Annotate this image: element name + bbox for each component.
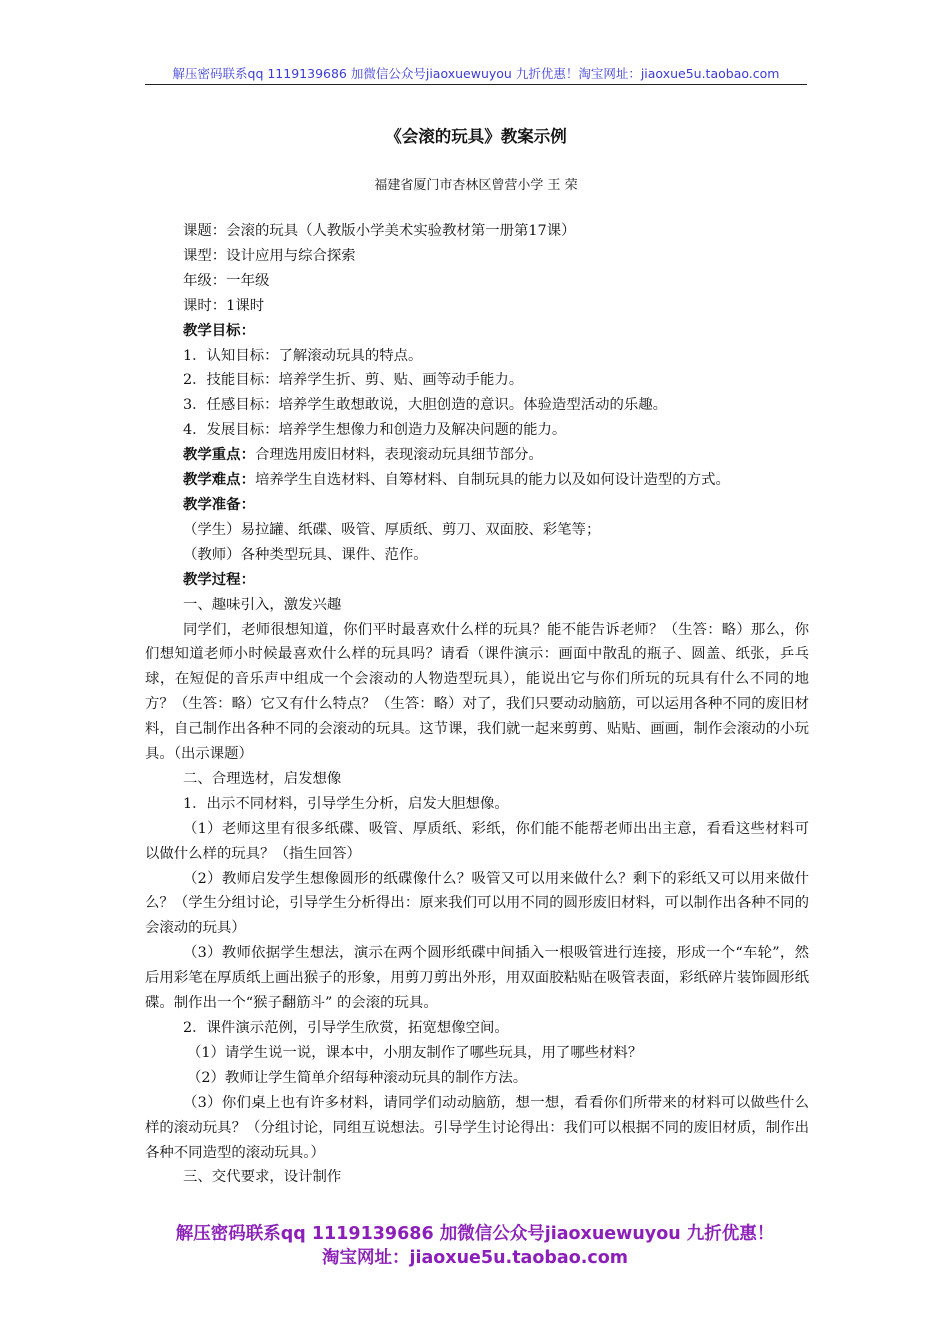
info-type: 课型：设计应用与综合探索 bbox=[183, 247, 356, 264]
prep-heading: 教学准备： bbox=[183, 496, 255, 513]
paragraph: （3）教师依据学生想法，演示在两个圆形纸碟中间插入一根吸管进行连接，形成一个“车轮”，然后用彩笔在厚质纸上画出猴子的形象，用剪刀剪出外形，用双面胶粘贴在吸管表面，彩纸碎片装饰圆形纸碟。制作出一个“猴子翻筋斗” 的会滚的玩具。 bbox=[145, 945, 809, 1012]
prep-item: （学生）易拉罐、纸碟、吸管、厚质纸、剪刀、双面胶、彩笔等； bbox=[183, 521, 601, 538]
key-point-text: 合理选用废旧材料，表现滚动玩具细节部分。 bbox=[254, 447, 543, 464]
paragraph: （2）教师启发学生想像圆形的纸碟像什么？吸管又可以用来做什么？剩下的彩纸又可以用来做什么？（学生分组讨论，引导学生分析得出：原来我们可以用不同的圆形废旧材料，可以制作出各种不同的会滚动的玩具） bbox=[145, 870, 809, 937]
list-item: （2）教师让学生简单介绍每种滚动玩具的制作方法。 bbox=[187, 1069, 528, 1086]
goal-item: 1．认知目标：了解滚动玩具的特点。 bbox=[183, 347, 423, 364]
goal-item: 4．发展目标：培养学生想像力和创造力及解决问题的能力。 bbox=[183, 422, 567, 439]
lesson-body bbox=[145, 219, 809, 1190]
paragraph: 同学们，老师很想知道，你们平时最喜欢什么样的玩具？能不能告诉老师？（生答：略）那么，你们想知道老师小时候最喜欢什么样的玩具吗？请看（课件演示：画面中散乱的瓶子、圆盖、纸张，乒乓球，在短促的音乐声中组成一个会滚动的人物造型玩具），能说出它与你们所玩的玩具有什么不同的地方？（生答：略）它又有什么特点？（生答：略）对了，我们只要动动脑筋，可以运用各种不同的废旧材料，自己制作出各种不同的会滚动的玩具。这节课，我们就一起来剪剪、贴贴、画画，制作会滚动的小玩具。（出示课题） bbox=[145, 621, 809, 763]
key-point-label: 教学重点： bbox=[183, 447, 255, 464]
info-topic: 课题：会滚的玩具（人教版小学美术实验教材第一册第17课） bbox=[183, 223, 576, 239]
document-title: 《会滚的玩具》教案示例 bbox=[385, 127, 567, 146]
header-divider bbox=[145, 84, 807, 85]
paragraph: （3）你们桌上也有许多材料，请同学们动动脑筋，想一想，看看你们所带来的材料可以做些什么样的滚动玩具？（分组讨论，同组互说想法。引导学生讨论得出：我们可以根据不同的废旧材质，制作出各种不同造型的滚动玩具。） bbox=[145, 1094, 809, 1161]
list-item: （1）请学生说一说，课本中，小朋友制作了哪些玩具，用了哪些材料？ bbox=[187, 1044, 643, 1061]
goal-item: 2．技能目标：培养学生折、剪、贴、画等动手能力。 bbox=[183, 372, 524, 389]
key-point bbox=[145, 443, 809, 468]
difficulty bbox=[145, 468, 809, 493]
author-line: 福建省厦门市杏林区曾营小学 王 荣 bbox=[374, 178, 578, 193]
difficulty-text: 培养学生自选材料、自筹材料、自制玩具的能力以及如何设计造型的方式。 bbox=[254, 472, 730, 489]
step-heading: 1．出示不同材料，引导学生分析，启发大胆想像。 bbox=[183, 795, 509, 812]
footer-line-2: 淘宝网址：jiaoxue5u.taobao.com bbox=[321, 1248, 629, 1268]
process-heading: 教学过程： bbox=[183, 571, 255, 588]
section-heading: 二、合理选材，启发想像 bbox=[183, 770, 342, 787]
footer-line-1: 解压密码联系qq 1119139686 加微信公众号jiaoxuewuyou 九折优惠！ bbox=[175, 1224, 775, 1244]
goals-heading: 教学目标： bbox=[183, 322, 255, 339]
step-heading: 2．课件演示范例，引导学生欣赏，拓宽想像空间。 bbox=[183, 1020, 509, 1036]
section-heading: 一、趣味引入，激发兴趣 bbox=[183, 596, 342, 613]
goal-item: 3．任感目标：培养学生敢想敢说，大胆创造的意识。体验造型活动的乐趣。 bbox=[183, 397, 668, 414]
paragraph: （1）老师这里有很多纸碟、吸管、厚质纸、彩纸，你们能不能帮老师出出主意，看看这些材料可以做什么样的玩具？（指生回答） bbox=[145, 820, 809, 862]
info-grade: 年级：一年级 bbox=[183, 272, 270, 289]
difficulty-label: 教学难点： bbox=[183, 472, 255, 489]
page-header: 解压密码联系qq 1119139686 加微信公众号jiaoxuewuyou 九折优惠！淘宝网址：jiaoxue5u.taobao.com bbox=[172, 66, 780, 81]
info-duration: 课时：1课时 bbox=[183, 297, 265, 314]
prep-item: （教师）各种类型玩具、课件、范作。 bbox=[183, 546, 428, 563]
section-heading: 三、交代要求，设计制作 bbox=[183, 1169, 342, 1186]
